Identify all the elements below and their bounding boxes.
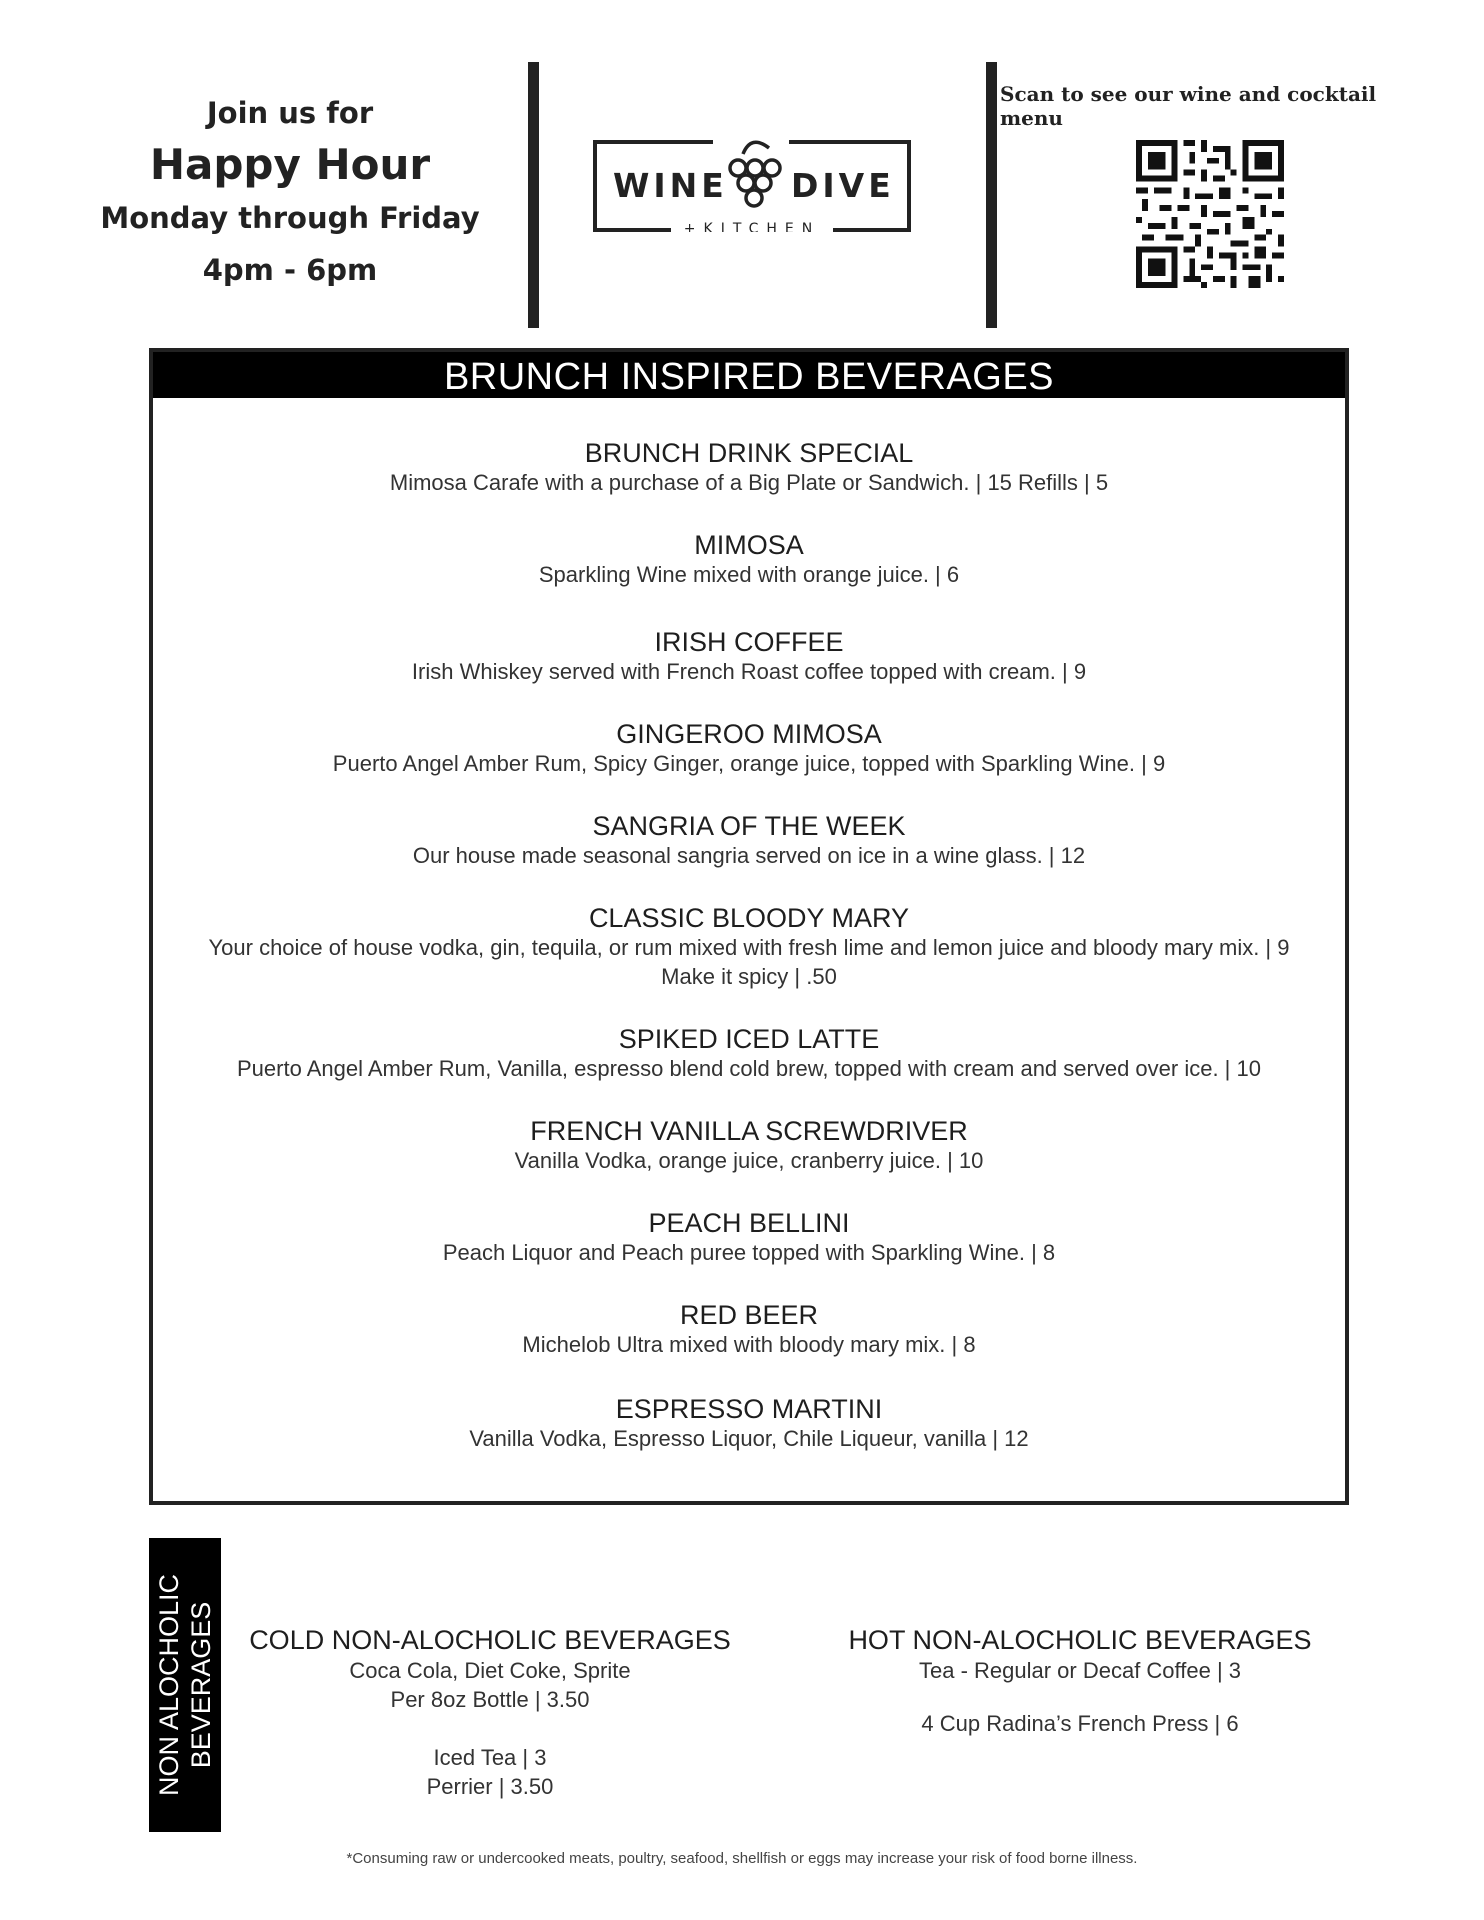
sidebar-label-line2: BEVERAGES	[186, 1601, 216, 1769]
hot-beverages-title: HOT NON-ALOCHOLIC BEVERAGES	[848, 1625, 1312, 1655]
item-name: CLASSIC BLOODY MARY	[588, 903, 910, 933]
grape-cluster-icon	[730, 142, 780, 206]
item-desc: Vanilla Vodka, orange juice, cranberry juice. | 10	[514, 1148, 984, 1173]
item-name: RED BEER	[679, 1300, 819, 1330]
logo-word-wine: WINE	[613, 166, 728, 205]
cold-line-iced-tea: Iced Tea | 3	[433, 1745, 547, 1770]
header-divider-right	[986, 62, 997, 328]
header-divider-left	[528, 62, 539, 328]
item-desc: Mimosa Carafe with a purchase of a Big Plate or Sandwich. | 15 Refills | 5	[389, 470, 1109, 495]
item-desc: Your choice of house vodka, gin, tequila, or rum mixed with fresh lime and lemon juice and bloody mary mix. | 9	[208, 935, 1290, 960]
happy-hour-intro: Join us for	[206, 96, 374, 130]
item-desc: Puerto Angel Amber Rum, Spicy Ginger, orange juice, topped with Sparkling Wine. | 9	[332, 751, 1166, 776]
cold-line-perrier: Perrier | 3.50	[426, 1774, 554, 1799]
item-desc: Puerto Angel Amber Rum, Vanilla, espresso blend cold brew, topped with cream and served over ice. | 10	[237, 1056, 1261, 1081]
item-name: BRUNCH DRINK SPECIAL	[584, 438, 914, 468]
hot-beverages-column	[830, 1624, 1330, 1738]
item-name: SPIKED ICED LATTE	[618, 1024, 880, 1054]
item-desc: Irish Whiskey served with French Roast coffee topped with cream. | 9	[411, 659, 1087, 684]
cold-beverages-column	[240, 1624, 740, 1801]
list-item	[153, 438, 1345, 497]
list-item	[153, 1024, 1345, 1083]
item-desc-extra: Make it spicy | .50	[661, 964, 837, 989]
happy-hour-days: Monday through Friday	[100, 201, 480, 235]
brunch-items-list	[153, 438, 1345, 1453]
item-name: SANGRIA OF THE WEEK	[592, 811, 906, 841]
item-desc: Michelob Ultra mixed with bloody mary mix. | 8	[522, 1332, 976, 1357]
brunch-section-title: BRUNCH INSPIRED BEVERAGES	[153, 352, 1345, 398]
item-name: IRISH COFFEE	[654, 627, 844, 657]
wine-dive-logo	[593, 140, 911, 232]
brunch-beverages-box	[149, 348, 1349, 1505]
food-safety-disclaimer: *Consuming raw or undercooked meats, poultry, seafood, shellfish or eggs may increase your risk of food borne illness.	[346, 1850, 1138, 1867]
item-name: FRENCH VANILLA SCREWDRIVER	[530, 1116, 968, 1146]
item-desc: Sparkling Wine mixed with orange juice. | 6	[538, 562, 960, 587]
cold-beverages-title: COLD NON-ALOCHOLIC BEVERAGES	[249, 1625, 731, 1655]
item-name: GINGEROO MIMOSA	[616, 719, 882, 749]
item-name: MIMOSA	[694, 530, 804, 560]
list-item	[153, 627, 1345, 686]
list-item	[153, 1208, 1345, 1267]
logo-word-dive: DIVE	[791, 166, 895, 205]
happy-hour-block	[90, 92, 490, 287]
qr-caption: Scan to see our wine and cocktail menu	[1000, 82, 1377, 130]
item-desc: Peach Liquor and Peach puree topped with Sparkling Wine. | 8	[442, 1240, 1056, 1265]
hot-line-french-press: 4 Cup Radina’s French Press | 6	[921, 1711, 1239, 1736]
list-item	[153, 903, 1345, 991]
cold-line-bottle-price: Per 8oz Bottle | 3.50	[390, 1687, 590, 1712]
item-desc: Vanilla Vodka, Espresso Liquor, Chile Liqueur, vanilla | 12	[469, 1426, 1029, 1451]
item-name: PEACH BELLINI	[648, 1208, 850, 1238]
non-alcoholic-sidebar	[149, 1538, 221, 1832]
qr-code-icon[interactable]	[1136, 140, 1284, 288]
cold-line-sodas: Coca Cola, Diet Coke, Sprite	[349, 1658, 631, 1683]
list-item	[153, 530, 1345, 589]
list-item	[153, 1116, 1345, 1175]
sidebar-label-line1: NON ALOCHOLIC	[154, 1573, 184, 1797]
list-item	[153, 719, 1345, 778]
item-desc: Our house made seasonal sangria served on ice in a wine glass. | 12	[412, 843, 1086, 868]
non-alcoholic-sidebar-label	[153, 1538, 217, 1832]
happy-hour-title: Happy Hour	[149, 140, 431, 189]
happy-hour-time: 4pm - 6pm	[202, 253, 378, 287]
logo-subtitle: +KITCHEN	[683, 221, 821, 232]
hot-line-tea-coffee: Tea - Regular or Decaf Coffee | 3	[918, 1658, 1242, 1683]
list-item	[153, 1300, 1345, 1359]
list-item	[153, 1394, 1345, 1453]
list-item	[153, 811, 1345, 870]
item-name: ESPRESSO MARTINI	[615, 1394, 883, 1424]
